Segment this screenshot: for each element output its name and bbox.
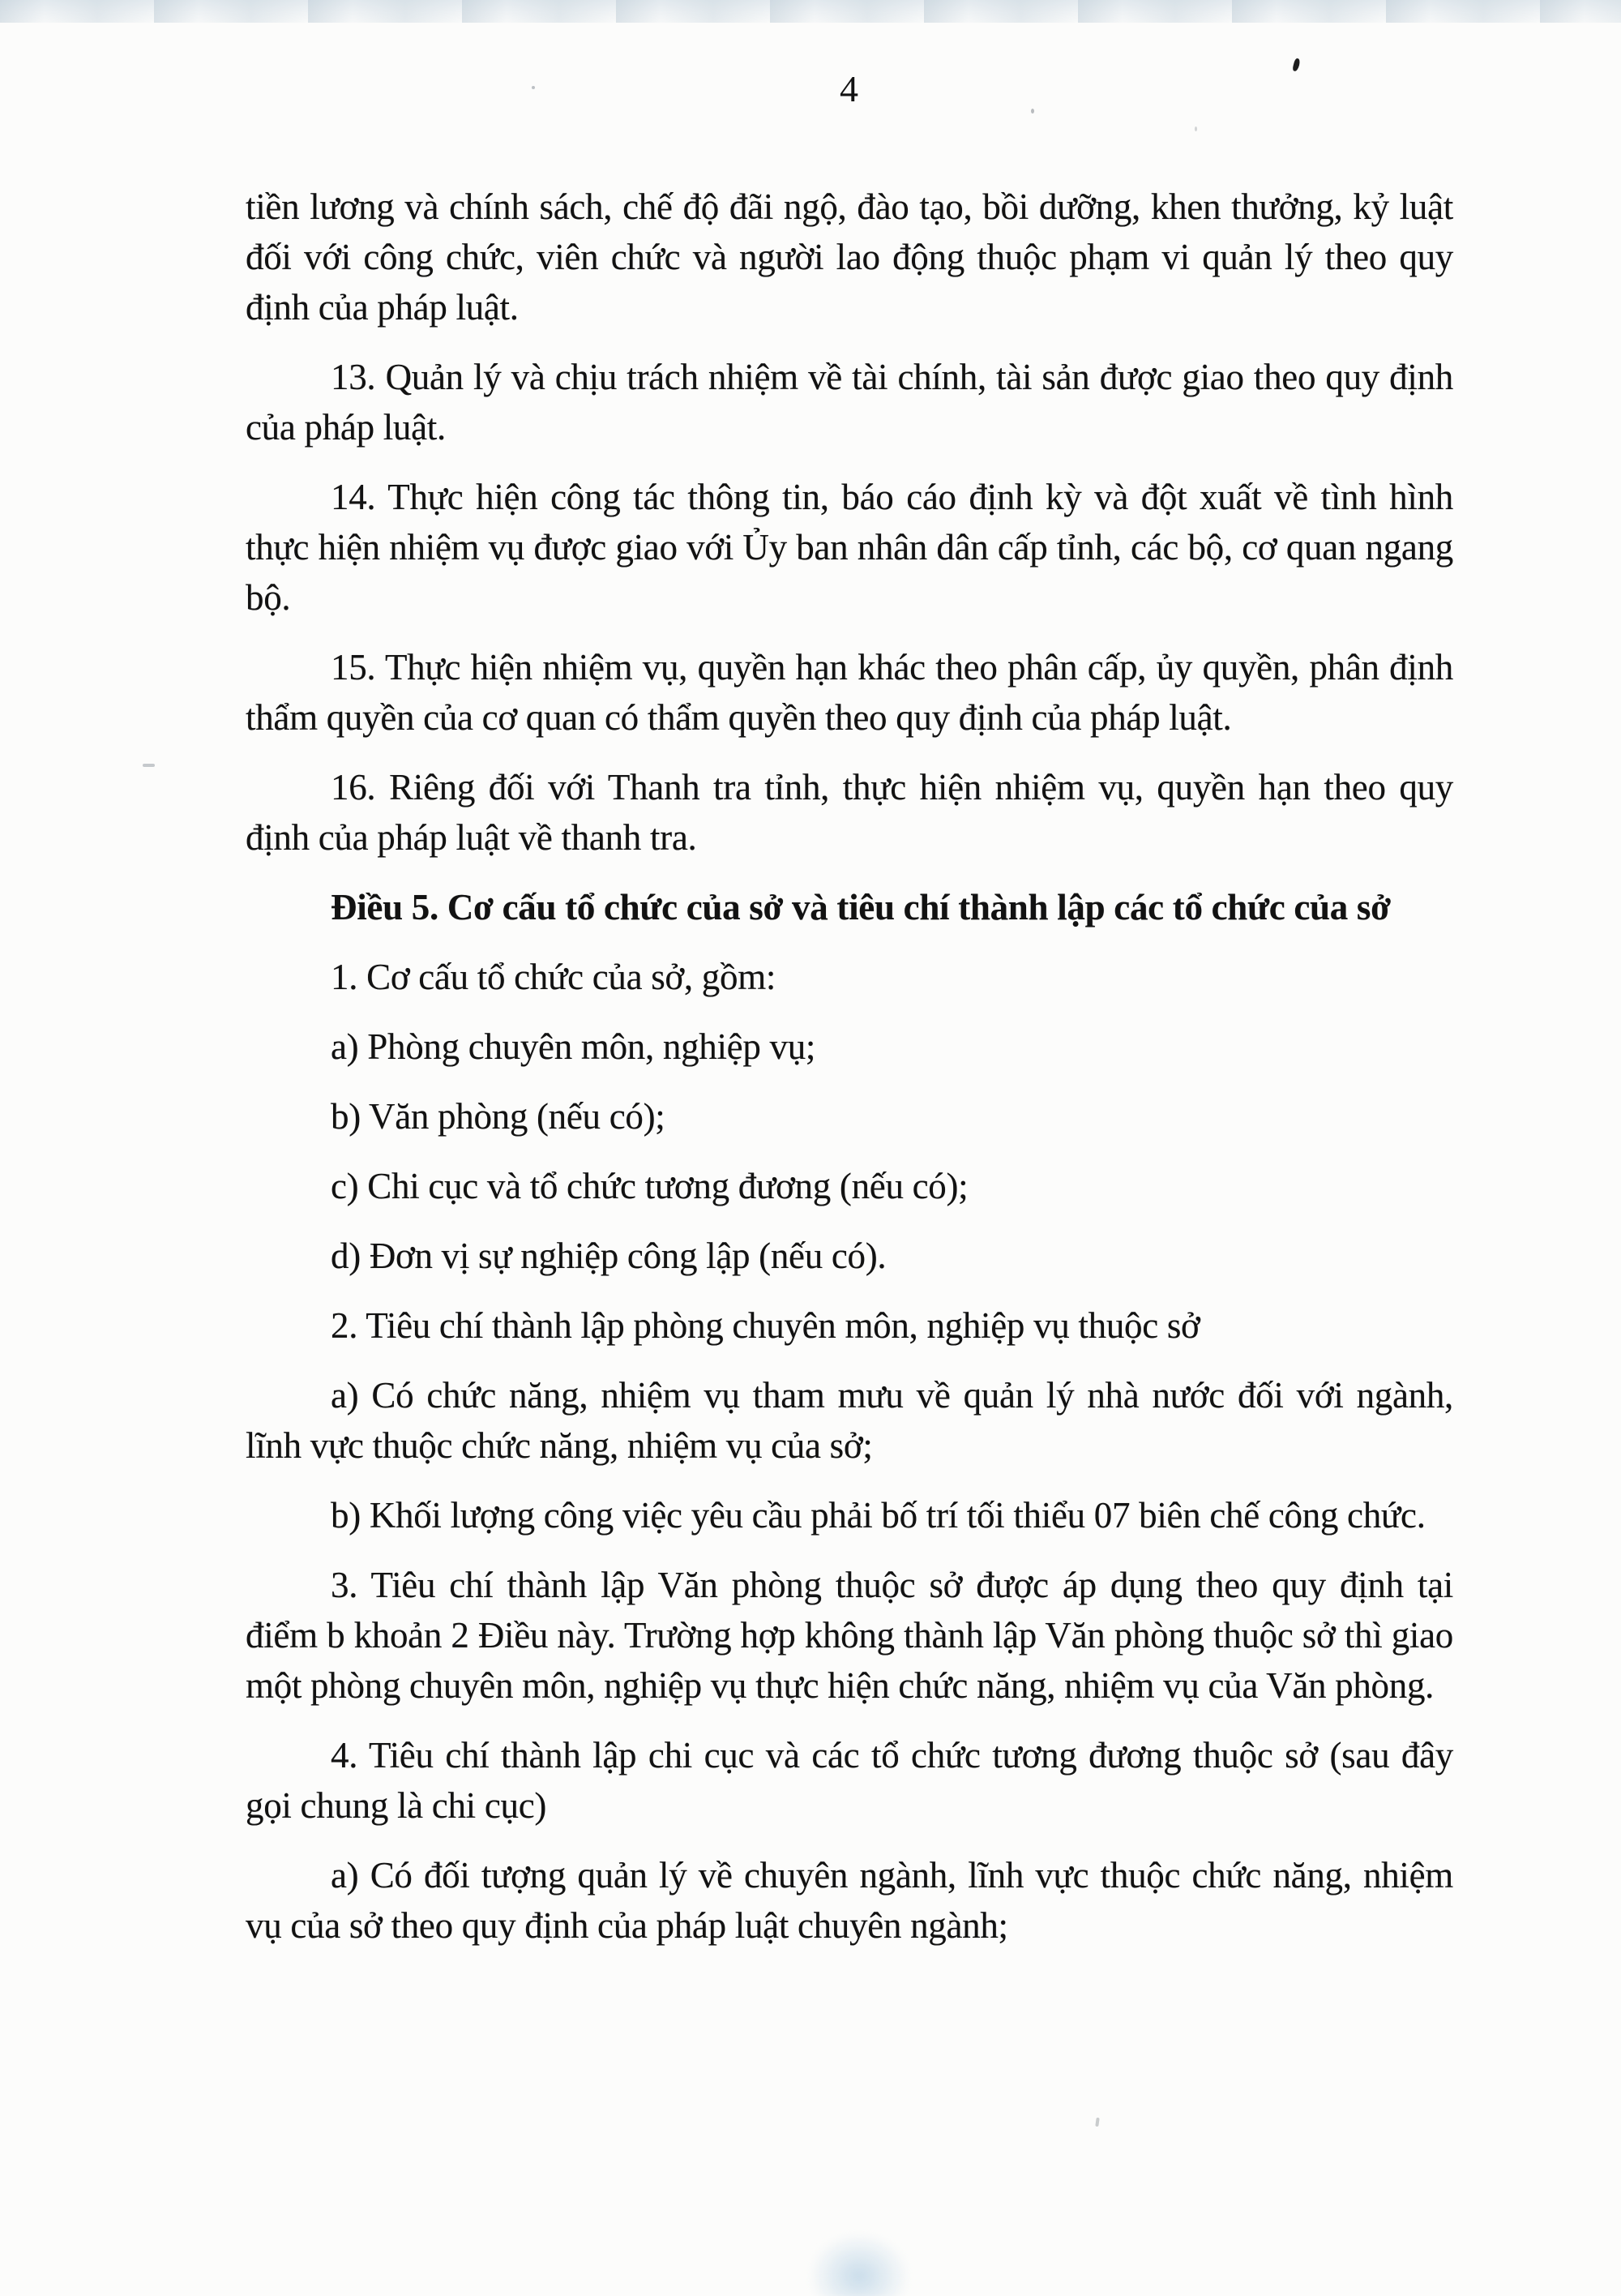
- paragraph-item-4a: a) Có đối tượng quản lý về chuyên ngành, lĩnh vực thuộc chức năng, nhiệm vụ của sở theo quy định của pháp luật chuyên ngành;: [246, 1855, 1453, 1946]
- page-number: 4: [840, 68, 859, 109]
- scan-speck: [1195, 126, 1197, 131]
- paragraph-clause-15: 15. Thực hiện nhiệm vụ, quyền hạn khác theo phân cấp, ủy quyền, phân định thẩm quyền của cơ quan có thẩm quyền theo quy định của pháp luật.: [246, 647, 1453, 738]
- paragraph-item-2a: a) Có chức năng, nhiệm vụ tham mưu về quản lý nhà nước đối với ngành, lĩnh vực thuộc chức năng, nhiệm vụ của sở;: [246, 1375, 1453, 1466]
- scan-edge-tint: [0, 0, 1621, 23]
- scan-speck: [1031, 109, 1034, 114]
- paragraph-item-1d: d) Đơn vị sự nghiệp công lập (nếu có).: [331, 1236, 887, 1276]
- paragraph-item-4: 4. Tiêu chí thành lập chi cục và các tổ chức tương đương thuộc sở (sau đây gọi chung là chi cục): [246, 1735, 1453, 1826]
- document-body: [246, 182, 1453, 1970]
- paragraph-clause-13: 13. Quản lý và chịu trách nhiệm về tài chính, tài sản được giao theo quy định của pháp luật.: [246, 357, 1453, 448]
- paragraph-item-3: 3. Tiêu chí thành lập Văn phòng thuộc sở được áp dụng theo quy định tại điểm b khoản 2 Điều này. Trường hợp không thành lập Văn phòng thuộc sở thì giao một phòng chuyên môn, nghiệp vụ thực hiện chức năng, nhiệm vụ của Văn phòng.: [246, 1565, 1453, 1706]
- article-5-heading: Điều 5. Cơ cấu tổ chức của sở và tiêu chí thành lập các tổ chức của sở: [331, 887, 1391, 927]
- paragraph-item-1b: b) Văn phòng (nếu có);: [331, 1096, 665, 1137]
- scan-margin-tick: [143, 764, 155, 767]
- scan-speck: [532, 86, 535, 89]
- paragraph-item-1a: a) Phòng chuyên môn, nghiệp vụ;: [331, 1026, 816, 1067]
- paragraph-clause-14: 14. Thực hiện công tác thông tin, báo cáo định kỳ và đột xuất về tình hình thực hiện nhiệm vụ được giao với Ủy ban nhân dân cấp tỉnh, các bộ, cơ quan ngang bộ.: [246, 477, 1453, 618]
- paragraph-continuation: tiền lương và chính sách, chế độ đãi ngộ, đào tạo, bồi dưỡng, khen thưởng, kỷ luật đối với công chức, viên chức và người lao động thuộc phạm vi quản lý theo quy định của pháp luật.: [246, 186, 1453, 328]
- paragraph-item-1: 1. Cơ cấu tổ chức của sở, gồm:: [331, 957, 776, 997]
- paragraph-item-2b: b) Khối lượng công việc yêu cầu phải bố trí tối thiểu 07 biên chế công chức.: [331, 1495, 1426, 1536]
- scan-smudge: [806, 2231, 912, 2296]
- scan-speck: [1095, 2118, 1099, 2127]
- paragraph-item-2: 2. Tiêu chí thành lập phòng chuyên môn, nghiệp vụ thuộc sở: [331, 1305, 1200, 1346]
- paragraph-item-1c: c) Chi cục và tổ chức tương đương (nếu có);: [331, 1166, 969, 1206]
- paragraph-clause-16: 16. Riêng đối với Thanh tra tỉnh, thực hiện nhiệm vụ, quyền hạn theo quy định của pháp luật về thanh tra.: [246, 767, 1453, 858]
